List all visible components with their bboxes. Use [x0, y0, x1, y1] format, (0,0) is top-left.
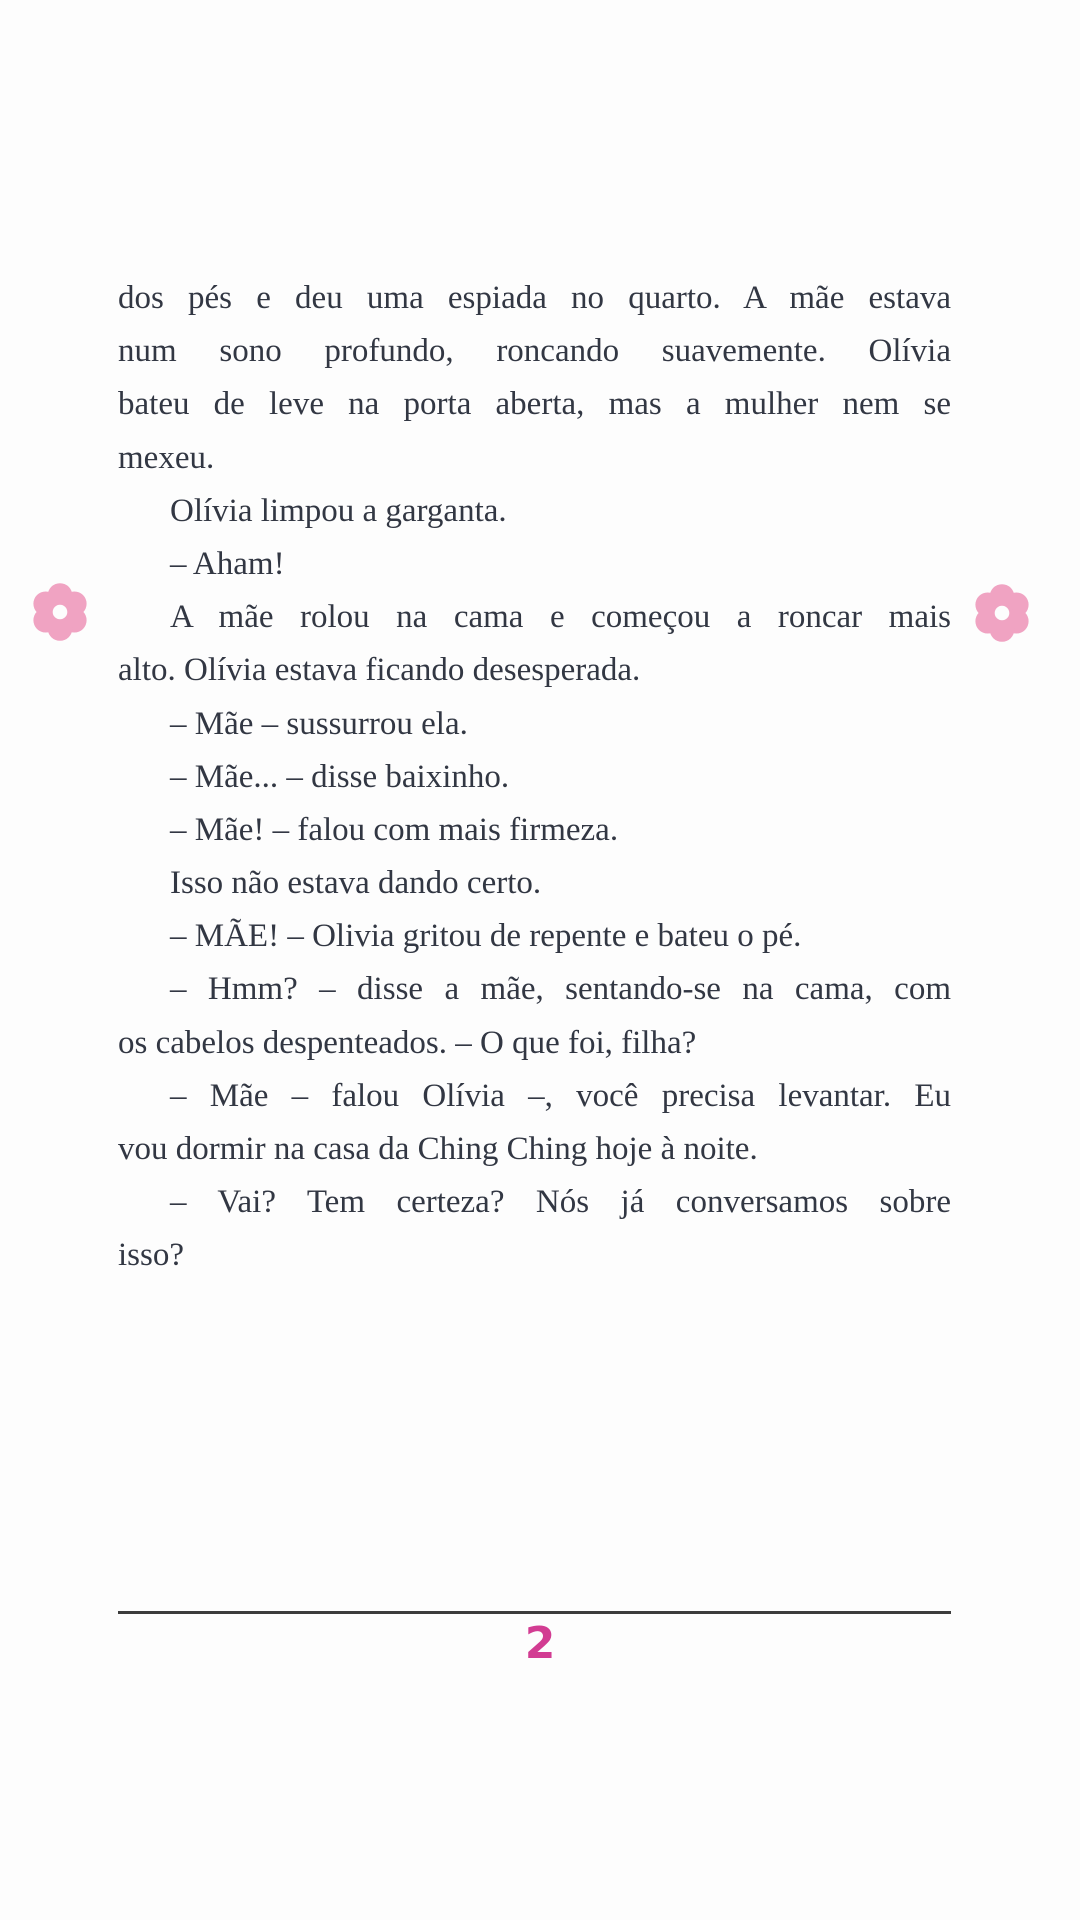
- text-line: – MÃE! – Olivia gritou de repente e bateu o pé.: [170, 918, 802, 955]
- text-line: dos pés e deu uma espiada no quarto. A mãe estava: [118, 280, 951, 316]
- text-line: os cabelos despenteados. – O que foi, filha?: [118, 1024, 697, 1061]
- text-line: – Hmm? – disse a mãe, sentando-se na cama, com: [170, 971, 951, 1008]
- text-line: mexeu.: [118, 439, 215, 476]
- text-line: – Mãe... – disse baixinho.: [170, 758, 510, 795]
- flower-icon: [31, 583, 89, 641]
- flower-icon: [973, 584, 1031, 642]
- text-line: alto. Olívia estava ficando desesperada.: [118, 652, 641, 689]
- text-line: isso?: [118, 1237, 184, 1274]
- text-line: – Mãe – falou Olívia –, você precisa levantar. Eu: [170, 1077, 951, 1114]
- footer-divider: [118, 1611, 951, 1614]
- text-line: A mãe rolou na cama e começou a roncar mais: [170, 599, 951, 636]
- page-number: 2: [524, 1618, 556, 1669]
- text-line: – Mãe! – falou com mais firmeza.: [170, 811, 619, 848]
- body-text: [118, 272, 951, 1283]
- text-line: – Aham!: [170, 545, 285, 582]
- text-line: Isso não estava dando certo.: [170, 865, 542, 902]
- text-line: – Mãe – sussurrou ela.: [170, 705, 468, 742]
- text-line: Olívia limpou a garganta.: [170, 492, 507, 529]
- text-line: – Vai? Tem certeza? Nós já conversamos sobre: [170, 1184, 951, 1221]
- text-line: num sono profundo, roncando suavemente. Olívia: [118, 333, 951, 370]
- text-line: bateu de leve na porta aberta, mas a mulher nem se: [118, 386, 951, 423]
- text-line: vou dormir na casa da Ching Ching hoje à noite.: [118, 1131, 758, 1167]
